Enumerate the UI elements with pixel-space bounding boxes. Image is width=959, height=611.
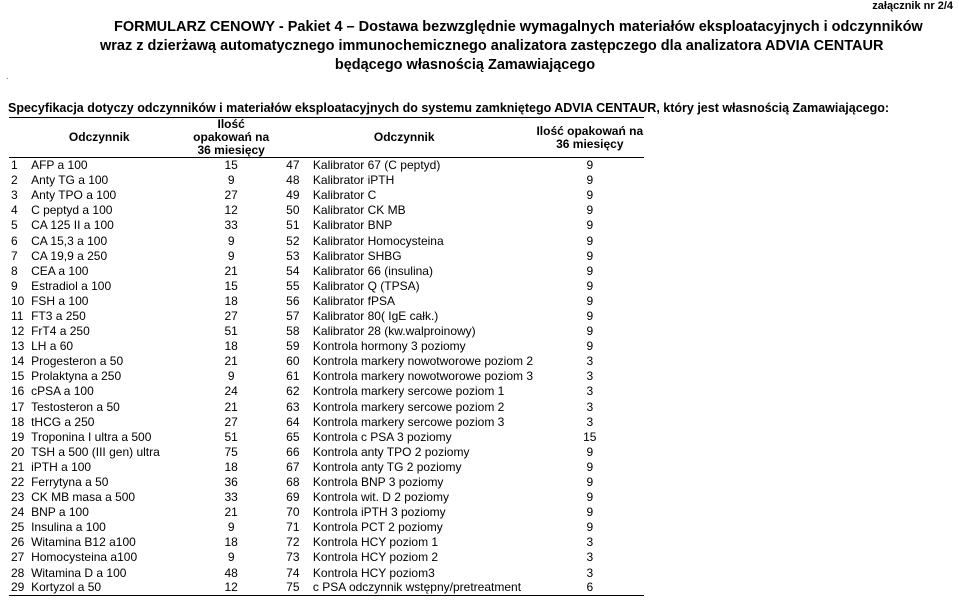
reagent-name-left: Witamina D a 100 xyxy=(31,565,127,580)
row-number-left: 2 xyxy=(11,173,18,188)
row-number-right: 53 xyxy=(286,248,300,263)
header-qty-right-line2: 36 miesięcy xyxy=(556,136,624,151)
reagent-name-right: Kontrola BNP 3 poziomy xyxy=(312,475,444,490)
reagent-name-right: Kontrola HCY poziom 2 xyxy=(312,550,439,565)
table-row xyxy=(9,429,644,444)
quantity-left: 75 xyxy=(224,444,238,459)
row-number-left: 25 xyxy=(11,520,25,535)
quantity-right: 9 xyxy=(586,203,594,218)
stray-dot: . xyxy=(6,72,9,81)
quantity-right: 3 xyxy=(586,550,594,565)
reagent-name-left: Insulina a 100 xyxy=(31,520,106,535)
quantity-right: 9 xyxy=(586,263,594,278)
price-table xyxy=(9,117,644,596)
table-row xyxy=(9,233,644,248)
quantity-right: 9 xyxy=(586,293,594,308)
reagent-name-left: Anty TPO a 100 xyxy=(31,188,117,203)
reagent-name-right: Kalibrator Q (TPSA) xyxy=(312,278,420,293)
row-number-left: 4 xyxy=(11,203,18,218)
row-number-left: 9 xyxy=(11,278,18,293)
table-row xyxy=(9,324,644,339)
quantity-right: 9 xyxy=(586,444,594,459)
header-reagent-right: Odczynnik xyxy=(273,118,536,158)
quantity-left: 48 xyxy=(224,565,238,580)
row-number-left: 6 xyxy=(11,233,18,248)
header-qty-right-line1: Ilość opakowań na xyxy=(536,123,644,138)
row-number-left: 24 xyxy=(11,505,25,520)
quantity-right: 9 xyxy=(586,188,594,203)
quantity-left: 33 xyxy=(224,490,238,505)
quantity-left: 24 xyxy=(224,384,238,399)
reagent-name-right: Kontrola PCT 2 poziomy xyxy=(312,520,443,535)
reagent-name-right: Kontrola anty TPO 2 poziomy xyxy=(312,444,470,459)
row-number-right: 50 xyxy=(286,203,300,218)
reagent-name-left: CA 125 II a 100 xyxy=(31,218,114,233)
title-line-2: wraz z dzierżawą automatycznego immunochemicznego analizatora zastępczego dla analizatora ADVIA CENTAUR xyxy=(100,38,884,54)
reagent-name-right: c PSA odczynnik wstępny/pretreatment xyxy=(313,580,536,595)
quantity-right: 9 xyxy=(586,490,594,505)
table-row xyxy=(9,384,644,399)
quantity-left: 18 xyxy=(224,535,238,550)
quantity-right: 9 xyxy=(586,248,594,263)
quantity-left: 21 xyxy=(224,505,238,520)
row-number-right: 69 xyxy=(286,490,300,505)
quantity-left: 9 xyxy=(227,248,235,263)
quantity-left: 15 xyxy=(224,278,238,293)
reagent-name-right: Kalibrator Homocysteina xyxy=(312,233,444,248)
quantity-right: 9 xyxy=(586,218,594,233)
reagent-name-left: Anty TG a 100 xyxy=(31,173,109,188)
reagent-name-left: Homocysteina a100 xyxy=(31,550,138,565)
header-reagent-left: Odczynnik xyxy=(9,118,190,158)
quantity-right: 9 xyxy=(586,158,594,173)
reagent-name-right: Kalibrator SHBG xyxy=(312,248,402,263)
row-number-right: 64 xyxy=(286,414,300,429)
reagent-name-right: Kontrola markery sercowe poziom 1 xyxy=(312,384,505,399)
table-header-row xyxy=(9,118,644,158)
table-row xyxy=(9,444,644,459)
reagent-name-left: Prolaktyna a 250 xyxy=(31,369,122,384)
reagent-name-left: Ferrytyna a 50 xyxy=(31,475,109,490)
row-number-left: 21 xyxy=(11,459,25,474)
quantity-right: 9 xyxy=(586,308,594,323)
quantity-right: 3 xyxy=(586,369,594,384)
quantity-left: 9 xyxy=(227,233,235,248)
reagent-name-left: CEA a 100 xyxy=(31,263,89,278)
header-qty-left xyxy=(190,118,273,158)
reagent-name-right: Kontrola markery sercowe poziom 2 xyxy=(312,399,505,414)
table-row xyxy=(9,218,644,233)
row-number-left: 23 xyxy=(11,490,25,505)
row-number-right: 70 xyxy=(286,505,300,520)
reagent-name-left: Witamina B12 a100 xyxy=(31,535,136,550)
row-number-left: 28 xyxy=(11,565,25,580)
specification-text: Specyfikacja dotyczy odczynników i materiałów eksploatacyjnych do systemu zamkniętego ADVIA CENTAUR, który jest własnością Zamawiającego: xyxy=(8,101,890,115)
quantity-right: 3 xyxy=(586,384,594,399)
reagent-name-right: Kalibrator 28 (kw.walproinowy) xyxy=(312,324,476,339)
table-row xyxy=(9,535,644,550)
quantity-right: 3 xyxy=(586,414,594,429)
row-number-right: 63 xyxy=(286,399,300,414)
reagent-name-left: TSH a 500 (III gen) ultra xyxy=(31,444,160,459)
row-number-left: 12 xyxy=(11,324,25,339)
quantity-left: 27 xyxy=(224,188,238,203)
quantity-left: 12 xyxy=(224,203,238,218)
quantity-left: 9 xyxy=(227,173,235,188)
header-qty-left-line2: 36 miesięcy xyxy=(197,143,265,157)
row-number-left: 26 xyxy=(11,535,25,550)
quantity-left: 51 xyxy=(224,429,238,444)
title-line-3: będącego własnością Zamawiającego xyxy=(334,57,596,73)
document-title xyxy=(100,18,923,75)
quantity-left: 12 xyxy=(190,580,273,595)
row-number-left: 10 xyxy=(11,293,25,308)
quantity-right: 3 xyxy=(586,565,594,580)
reagent-name-left: LH a 60 xyxy=(31,339,74,354)
quantity-left: 21 xyxy=(224,399,238,414)
reagent-name-right: Kalibrator 66 (insulina) xyxy=(312,263,433,278)
quantity-right: 15 xyxy=(583,429,597,444)
reagent-name-left: C peptyd a 100 xyxy=(31,203,113,218)
table-row xyxy=(9,550,644,565)
reagent-name-right: Kontrola wit. D 2 poziomy xyxy=(312,490,449,505)
table-row xyxy=(9,474,644,489)
quantity-right: 9 xyxy=(586,505,594,520)
reagent-name-right: Kontrola c PSA 3 poziomy xyxy=(312,429,452,444)
quantity-left: 21 xyxy=(224,354,238,369)
quantity-right: 3 xyxy=(586,399,594,414)
quantity-left: 27 xyxy=(224,414,238,429)
quantity-left: 18 xyxy=(224,339,238,354)
row-number-right: 73 xyxy=(286,550,300,565)
reagent-name-left: CA 19,9 a 250 xyxy=(31,248,108,263)
row-number-right: 71 xyxy=(286,520,300,535)
reagent-name-right: Kontrola anty TG 2 poziomy xyxy=(312,459,462,474)
table-row xyxy=(9,263,644,278)
row-number-left: 15 xyxy=(11,369,25,384)
quantity-left: 36 xyxy=(224,475,238,490)
row-number-right: 52 xyxy=(286,233,300,248)
reagent-name-right: Kontrola HCY poziom 1 xyxy=(312,535,439,550)
quantity-right: 3 xyxy=(586,535,594,550)
reagent-name-right: Kalibrator 80( IgE całk.) xyxy=(312,308,439,323)
reagent-name-right: Kontrola markery sercowe poziom 3 xyxy=(312,414,505,429)
row-number-left: 20 xyxy=(11,444,25,459)
row-number-left: 19 xyxy=(11,429,25,444)
table-row xyxy=(9,565,644,580)
row-number-left: 29 xyxy=(9,580,31,595)
table-row xyxy=(9,248,644,263)
reagent-name-left: CA 15,3 a 100 xyxy=(31,233,108,248)
quantity-left: 33 xyxy=(224,218,238,233)
quantity-right: 6 xyxy=(536,580,644,595)
row-number-right: 56 xyxy=(286,293,300,308)
row-number-left: 13 xyxy=(11,339,25,354)
row-number-right: 55 xyxy=(286,278,300,293)
quantity-left: 15 xyxy=(224,158,238,173)
quantity-right: 9 xyxy=(586,459,594,474)
table-row xyxy=(9,278,644,293)
reagent-name-left: CK MB masa a 500 xyxy=(31,490,136,505)
row-number-right: 48 xyxy=(286,173,300,188)
quantity-right: 9 xyxy=(586,520,594,535)
quantity-right: 9 xyxy=(586,339,594,354)
table-row xyxy=(9,293,644,308)
reagent-name-right: Kontrola markery nowotworowe poziom 3 xyxy=(312,369,534,384)
table-body xyxy=(9,158,644,596)
reagent-name-right: Kalibrator BNP xyxy=(312,218,393,233)
row-number-right: 62 xyxy=(286,384,300,399)
row-number-right: 75 xyxy=(273,580,313,595)
reagent-name-right: Kalibrator C xyxy=(312,188,377,203)
row-number-right: 66 xyxy=(286,444,300,459)
reagent-name-left: iPTH a 100 xyxy=(31,459,92,474)
quantity-left: 18 xyxy=(224,293,238,308)
reagent-name-left: Progesteron a 50 xyxy=(31,354,124,369)
table-row xyxy=(9,203,644,218)
row-number-left: 7 xyxy=(11,248,18,263)
table-row xyxy=(9,354,644,369)
row-number-right: 68 xyxy=(286,475,300,490)
reagent-name-left: cPSA a 100 xyxy=(31,384,94,399)
quantity-right: 9 xyxy=(586,475,594,490)
reagent-name-right: Kontrola markery nowotworowe poziom 2 xyxy=(312,354,534,369)
reagent-name-left: tHCG a 250 xyxy=(31,414,95,429)
reagent-name-right: Kalibrator 67 (C peptyd) xyxy=(312,158,441,173)
row-number-left: 18 xyxy=(11,414,25,429)
reagent-name-right: Kontrola hormony 3 poziomy xyxy=(312,339,466,354)
row-number-right: 65 xyxy=(286,429,300,444)
row-number-right: 57 xyxy=(286,308,300,323)
quantity-left: 27 xyxy=(224,308,238,323)
row-number-right: 61 xyxy=(286,369,300,384)
row-number-right: 54 xyxy=(286,263,300,278)
reagent-name-left: FSH a 100 xyxy=(31,293,89,308)
row-number-left: 3 xyxy=(11,188,18,203)
table-row xyxy=(9,580,644,595)
row-number-right: 49 xyxy=(286,188,300,203)
table-row xyxy=(9,158,644,173)
row-number-left: 14 xyxy=(11,354,25,369)
reagent-name-left: Kortyzol a 50 xyxy=(31,580,189,595)
reagent-name-left: FT3 a 250 xyxy=(31,308,86,323)
row-number-left: 1 xyxy=(11,158,18,173)
row-number-left: 8 xyxy=(11,263,18,278)
quantity-right: 9 xyxy=(586,173,594,188)
table-row xyxy=(9,505,644,520)
attachment-label: załącznik nr 2/4 xyxy=(872,0,953,12)
quantity-right: 9 xyxy=(586,324,594,339)
row-number-right: 67 xyxy=(286,459,300,474)
reagent-name-right: Kalibrator iPTH xyxy=(312,173,395,188)
table-row xyxy=(9,520,644,535)
quantity-left: 9 xyxy=(227,369,235,384)
table-row xyxy=(9,369,644,384)
reagent-name-left: BNP a 100 xyxy=(31,505,89,520)
title-line-1: FORMULARZ CENOWY - Pakiet 4 – Dostawa bezwzględnie wymagalnych materiałów eksploatacyjnych i odczynników xyxy=(114,19,923,35)
quantity-right: 9 xyxy=(586,233,594,248)
row-number-right: 59 xyxy=(286,339,300,354)
reagent-name-right: Kalibrator CK MB xyxy=(312,203,406,218)
table-row xyxy=(9,459,644,474)
row-number-right: 58 xyxy=(286,324,300,339)
row-number-right: 60 xyxy=(286,354,300,369)
quantity-right: 9 xyxy=(586,278,594,293)
reagent-name-left: AFP a 100 xyxy=(31,158,88,173)
header-qty-right xyxy=(536,118,644,158)
reagent-name-left: Troponina I ultra a 500 xyxy=(31,429,152,444)
quantity-left: 18 xyxy=(224,459,238,474)
row-number-right: 74 xyxy=(286,565,300,580)
row-number-left: 11 xyxy=(11,308,24,323)
table-row xyxy=(9,490,644,505)
row-number-left: 5 xyxy=(11,218,18,233)
table-row xyxy=(9,339,644,354)
reagent-name-right: Kontrola iPTH 3 poziomy xyxy=(312,505,446,520)
row-number-left: 16 xyxy=(11,384,25,399)
table-row xyxy=(9,188,644,203)
table-row xyxy=(9,173,644,188)
quantity-left: 9 xyxy=(227,520,235,535)
reagent-name-left: Estradiol a 100 xyxy=(31,278,112,293)
reagent-name-left: Testosteron a 50 xyxy=(31,399,120,414)
row-number-right: 72 xyxy=(286,535,300,550)
quantity-left: 21 xyxy=(224,263,238,278)
row-number-left: 17 xyxy=(11,399,25,414)
quantity-left: 9 xyxy=(227,550,235,565)
reagent-name-left: FrT4 a 250 xyxy=(31,324,90,339)
row-number-left: 27 xyxy=(11,550,25,565)
reagent-name-right: Kontrola HCY poziom3 xyxy=(312,565,435,580)
row-number-right: 51 xyxy=(286,218,300,233)
table-row xyxy=(9,399,644,414)
reagent-name-right: Kalibrator fPSA xyxy=(312,293,395,308)
quantity-left: 51 xyxy=(224,324,238,339)
quantity-right: 3 xyxy=(586,354,594,369)
table-row xyxy=(9,414,644,429)
row-number-left: 22 xyxy=(11,475,25,490)
header-qty-left-line1: Ilość opakowań na xyxy=(193,117,270,144)
table-row xyxy=(9,308,644,323)
row-number-right: 47 xyxy=(286,158,300,173)
